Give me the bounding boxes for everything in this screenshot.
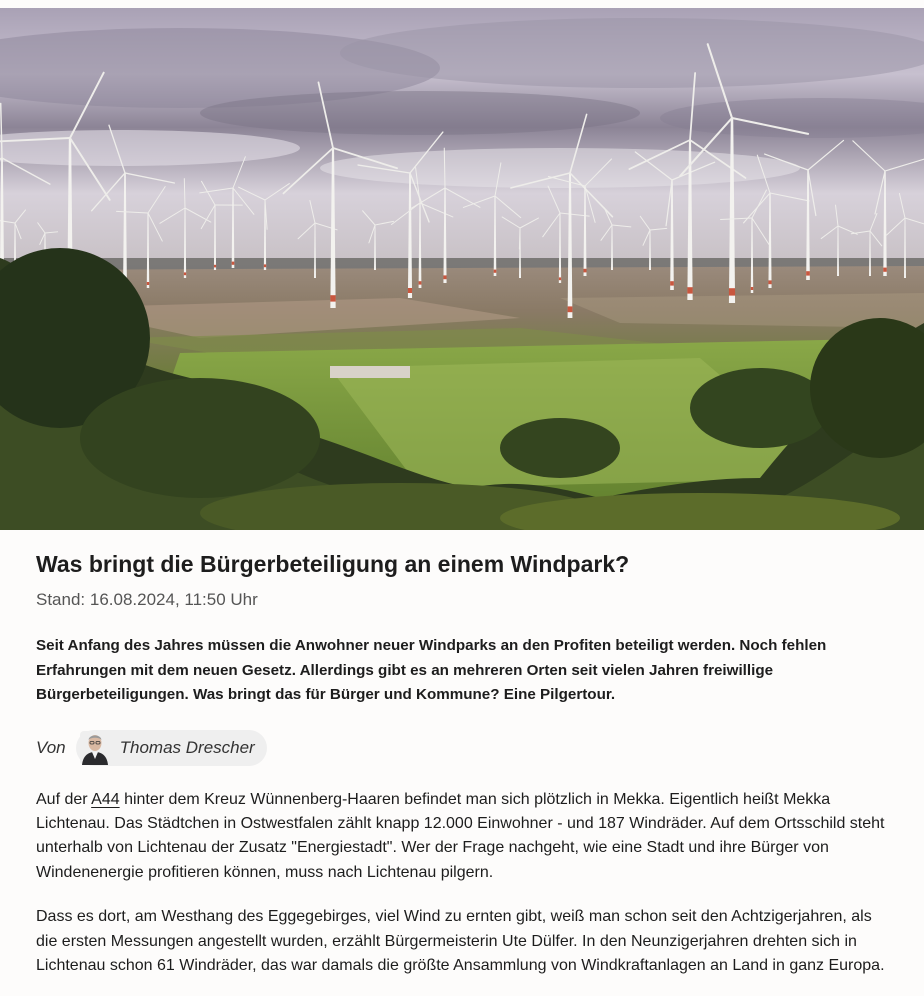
author-link[interactable]: [76, 730, 267, 766]
wind-turbine-stripe: [443, 275, 446, 279]
windpark-landscape-image: [0, 8, 924, 530]
article-title: Was bringt die Bürgerbeteiligung an einem Windpark?: [36, 548, 888, 580]
author-avatar-icon: [80, 731, 110, 765]
wind-turbine-stripe: [419, 281, 422, 284]
wind-turbine-stripe: [494, 270, 497, 273]
hero-image: [0, 8, 924, 530]
wind-turbine-stripe: [408, 288, 412, 293]
wind-turbine-blade: [184, 179, 185, 208]
wind-turbine-stripe: [568, 306, 573, 312]
wind-turbine-stripe: [264, 264, 266, 267]
paragraph-text: Auf der: [36, 791, 91, 808]
wind-turbine-stripe: [729, 288, 735, 295]
wind-turbine-stripe: [670, 281, 674, 285]
wind-turbine-stripe: [806, 271, 810, 275]
wind-turbine-stripe: [751, 287, 754, 290]
author-name: Thomas Drescher: [120, 738, 255, 758]
a44-link[interactable]: A44: [91, 791, 119, 808]
wind-turbine-stripe: [214, 265, 216, 268]
wind-turbine-blade: [444, 148, 445, 188]
wind-turbine-stripe: [584, 269, 587, 273]
article-paragraph-1: [36, 788, 888, 886]
wind-turbine-stripe: [687, 287, 692, 293]
wind-turbine-stripe: [559, 277, 561, 280]
byline-von-label: Von: [36, 738, 66, 758]
wind-turbine-stripe: [147, 282, 150, 285]
wind-turbine-stripe: [184, 272, 186, 275]
article-paragraph-2: Dass es dort, am Westhang des Eggegebirges, viel Wind zu ernten gibt, weiß man schon seit den Achtzigerjahren, als die ersten Messungen angestellt wurden, erzählt Bürgermeisterin Ute Dülfer. In den Neunzigerjahren drehten sich in Lichtenau schon 61 Windräder, das war damals die größte Ansammlung von Windkraftanlagen an Land in ganz Europa.: [36, 905, 888, 978]
article-timestamp: Stand: 16.08.2024, 11:50 Uhr: [36, 588, 888, 612]
byline: [36, 730, 888, 766]
wind-turbine-stripe: [883, 268, 887, 272]
wind-turbine-stripe: [232, 262, 235, 265]
wind-turbine-stripe: [768, 280, 771, 284]
article-lead: Seit Anfang des Jahres müssen die Anwohner neuer Windparks an den Profiten beteiligt werden. Noch fehlen Erfahrungen mit dem neuen Gesetz. Allerdings gibt es an mehreren Orten seit vielen Jahren freiwillige Bürgerbeteiligungen. Was bringt das für Bürger und Kommune? Eine Pilgertour.: [36, 634, 888, 708]
paragraph-text: hinter dem Kreuz Wünnenberg-Haaren befindet man sich plötzlich in Mekka. Eigentlich heißt Mekka Lichtenau. Das Städtchen in Ostwestfalen zählt knapp 12.000 Einwohner - und 187 Windräder. Auf dem Ortsschild steht unterhalb von Lichtenau der Zusatz "Energiestadt". Wer der Frage nachgeht, wie eine Stadt und ihre Bürger von Windenenergie profitieren können, muss nach Lichtenau pilgern.: [36, 791, 885, 881]
wind-turbine-blade: [519, 228, 520, 249]
wind-turbine-stripe: [330, 295, 335, 301]
